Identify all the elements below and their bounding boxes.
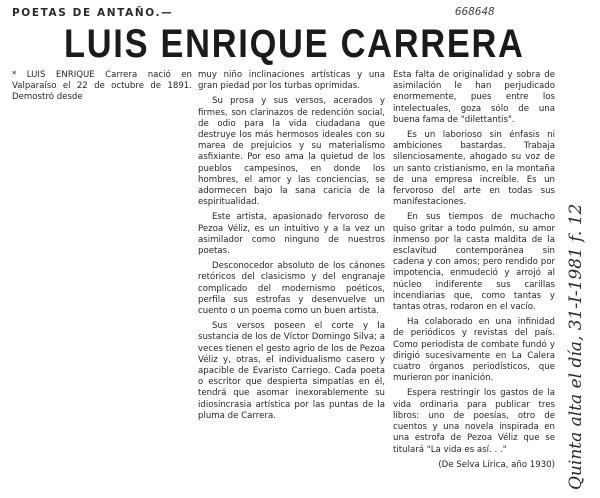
archive-id: 668648 bbox=[455, 5, 495, 18]
article-column-3 bbox=[393, 70, 555, 471]
paragraph: * LUIS ENRIQUE Carrera nació en Valparaíso el 22 de octubre de 1891. Demostró desde bbox=[12, 70, 192, 103]
handwritten-note: Quinta alta el día, 31-I-1981 f. 12 bbox=[566, 203, 586, 490]
paragraph: Esta falta de originalidad y sobra de asimilación le han perjudicado enormemente, pues entre los intelectuales, goza sólo de una buena fama de "dilettantis". bbox=[393, 70, 555, 125]
paragraph: Espera restringir los gastos de la vida ordinaria para publicar tres libros: uno de poesías, otro de cuentos y una novela inspirada en una estrofa de Pezoa Véliz que se titulará "La vida es así. . ." bbox=[393, 388, 555, 455]
handwritten-annotation bbox=[566, 60, 596, 490]
paragraph: Desconocedor absoluto de los cánones retóricos del clasicismo y del engranaje complicado del modernismo poéticos, perfila sus estrofas y desenvuelve un cuento o un poema como un buen artista. bbox=[198, 261, 385, 317]
article-column-2 bbox=[198, 70, 385, 426]
paragraph: En sus tiempos de muchacho quiso gritar a todo pulmón, su amor inmenso por la casta maldita de la esclavitud contemporánea sin cadena y con amos; pero rendido por impotencia, enmudeció y arrojó al núcleo indiferente sus carillas incendiarias que, como tantas y tantas otras, rodaron en el vacío. bbox=[393, 212, 555, 313]
source-note: (De Selva Lírica, año 1930) bbox=[438, 459, 555, 470]
paragraph: Su prosa y sus versos, acerados y firmes, son clarinazos de redención social, de odio para la vida ciudadana que destruye los más hermosos ideales con su marea de prejuicios y su materialismo asfixiante. Por eso ama la quietud de los pueblos campesinos, en donde los hombres, el amor y las conciencias, se adormecen bajo la sana caricia de la espiritualidad. bbox=[198, 96, 385, 208]
article-headline: LUIS ENRIQUE CARRERA bbox=[64, 22, 525, 66]
paragraph: Es un laborioso sin énfasis ni ambiciones bastardas. Trabaja silenciosamente, ahogado su voz de un santo cristianismo, en la montaña de una empresa increíble. Es un fervoroso del arte en todas sus manifestaciones. bbox=[393, 130, 555, 208]
paragraph: Sus versos poseen el corte y la sustancia de los de Víctor Domingo Silva; a veces tienen el gesto agrio de los de Pezoa Véliz y, otras, el individualismo casero y apacible de Evaristo Carriego. Cada poeta o escritor que despierta simpatías en él, tendrá que asomar inexorablemente su idiosincrasia artística por las puntas de la pluma de Carrera. bbox=[198, 321, 385, 421]
paragraph: Ha colaborado en una infinidad de periódicos y revistas del país. Como periodista de combate fundó y dirigió sucesivamente en La Calera cuatro órganos periodísticos, que murieron por inanición. bbox=[393, 317, 555, 384]
article-column-1 bbox=[12, 70, 192, 108]
paragraph: Este artista, apasionado fervoroso de Pezoa Véliz, es un intuitivo y a la vez un asimilador como ninguno de nuestros poetas. bbox=[198, 212, 385, 257]
section-label: POETAS DE ANTAÑO.— bbox=[12, 7, 174, 19]
paragraph: muy niño inclinaciones artísticas y una gran piedad por los turbas oprimidas. bbox=[198, 70, 385, 92]
